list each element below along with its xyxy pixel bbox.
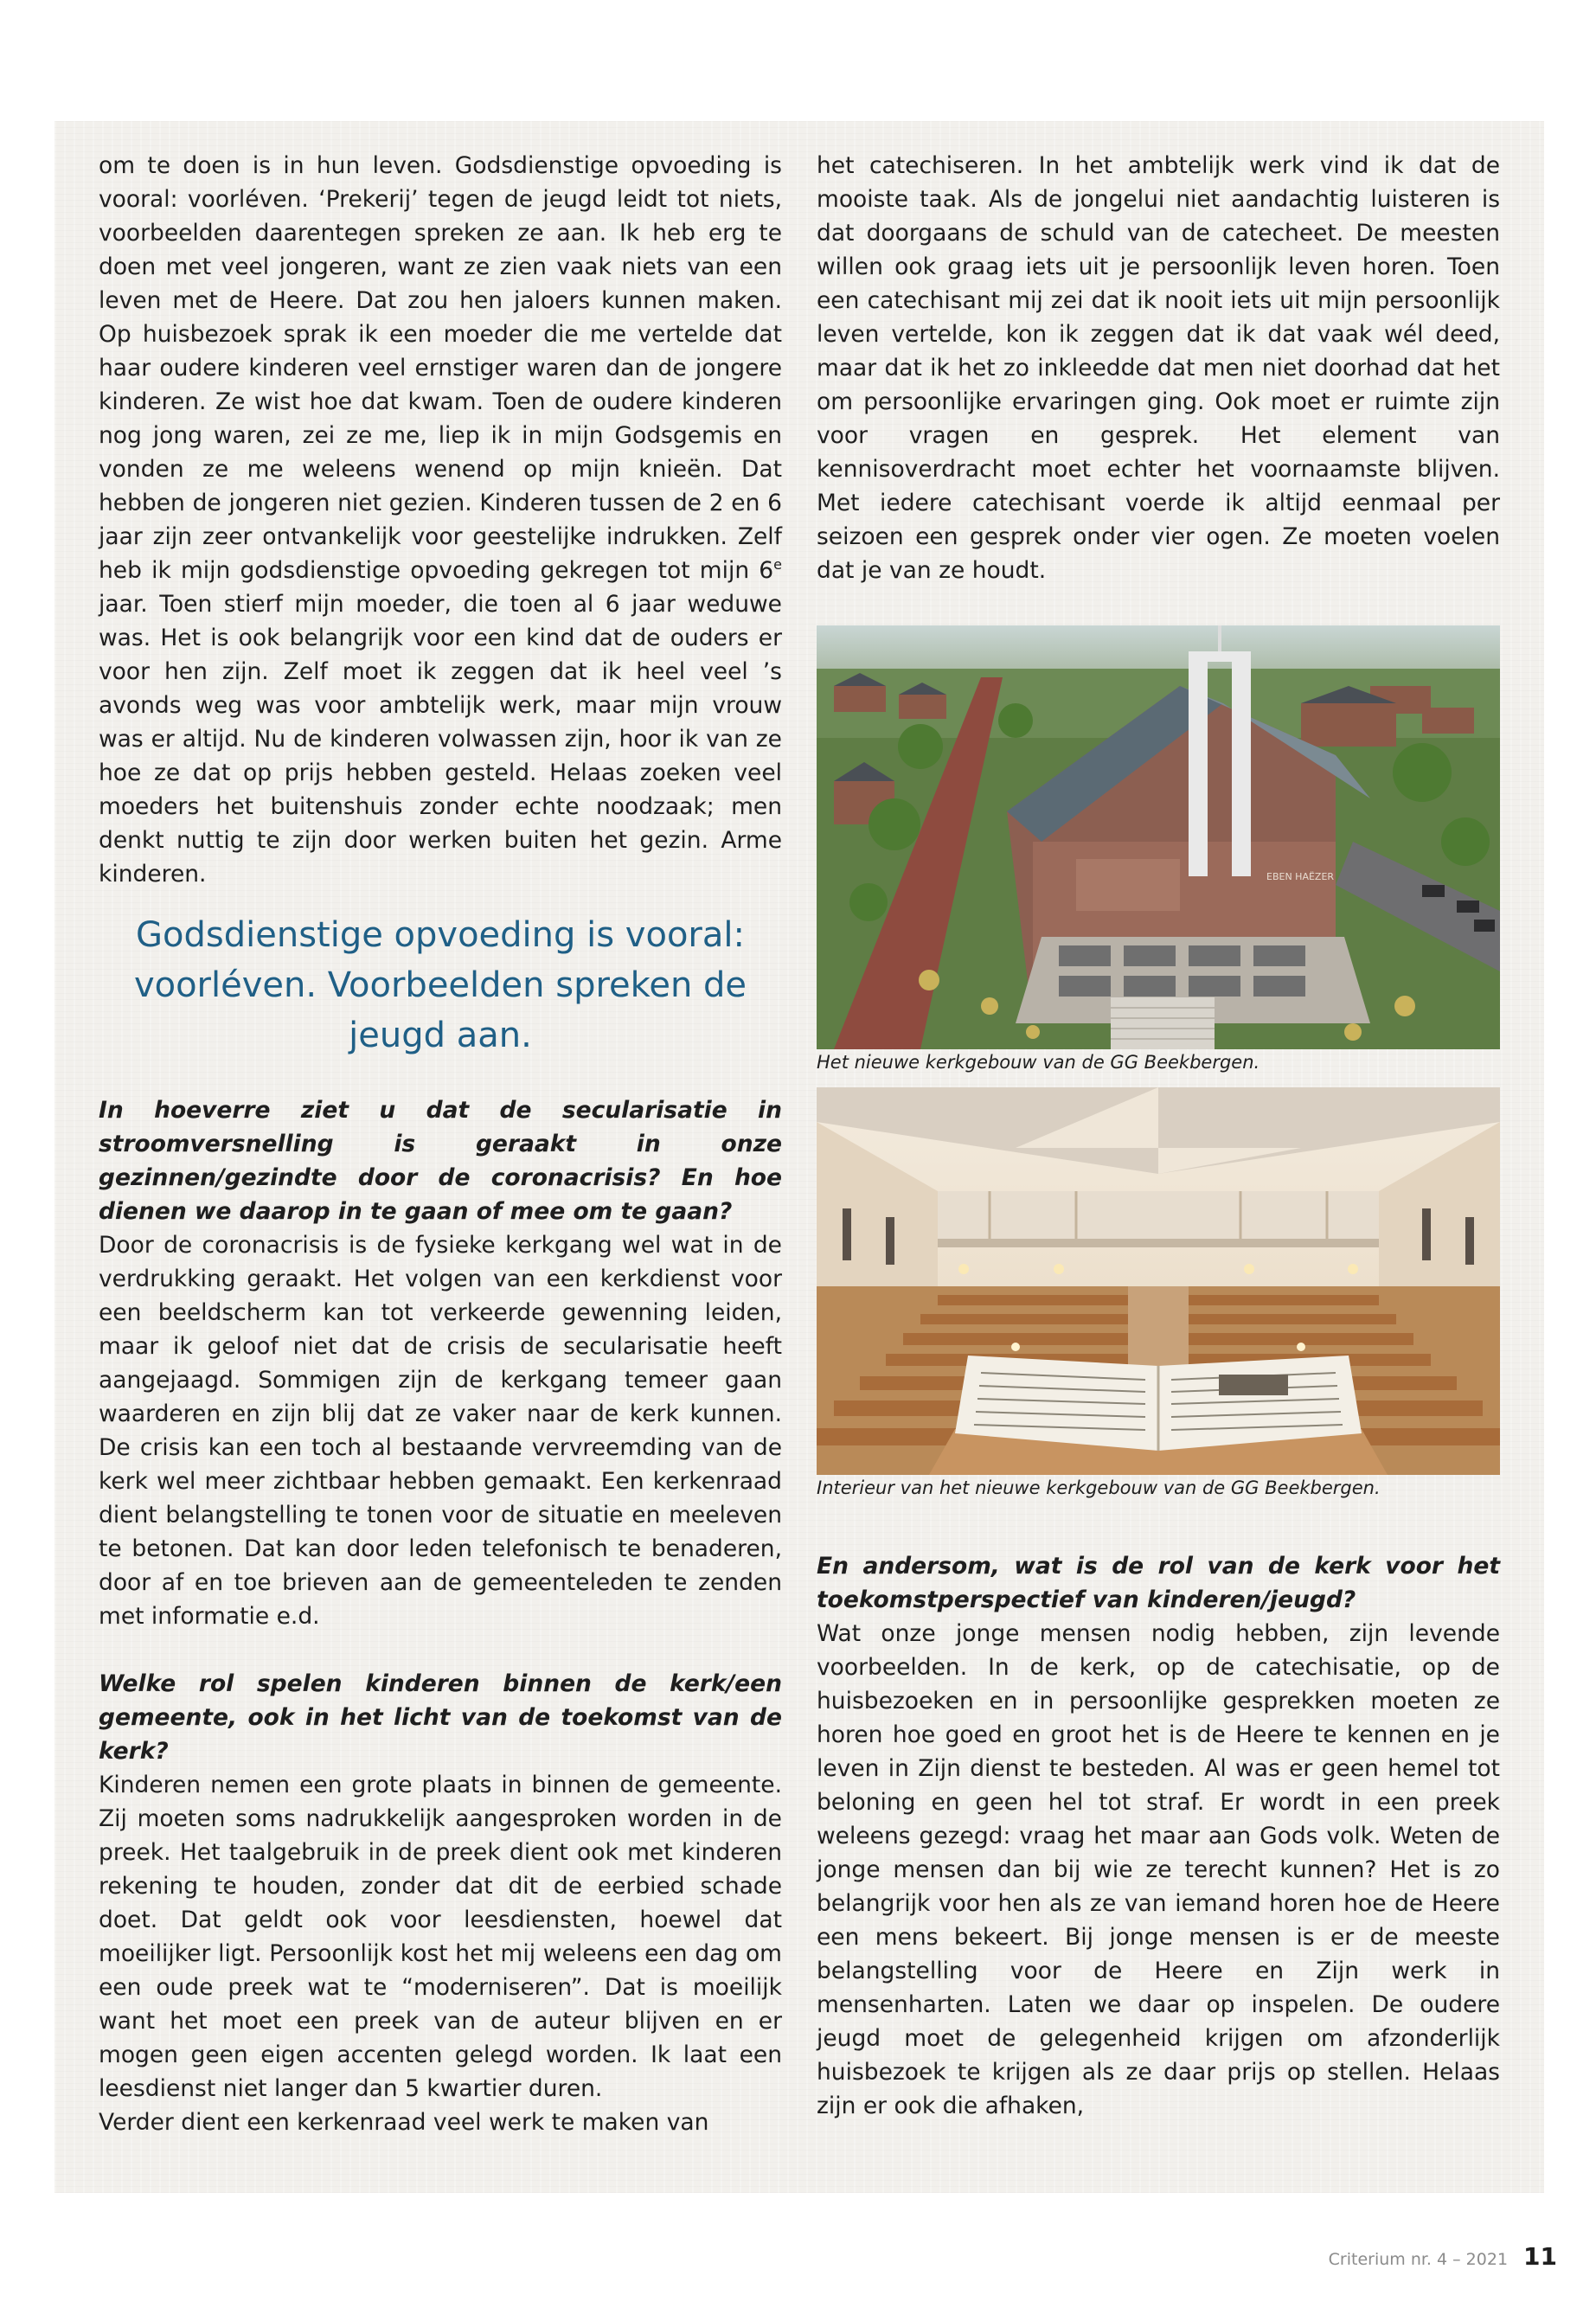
interview-answer: Verder dient een kerkenraad veel werk te maken van xyxy=(99,2109,709,2136)
right-column xyxy=(817,149,1500,2123)
church-interior-photo xyxy=(817,1087,1500,1475)
interview-answer: Door de coronacrisis is de fysieke kerkgang wel wat in de verdrukking geraakt. Het volgen van een kerkdienst voor een beeldscherm kan tot verkeerde gewenning leiden, maar ik geloof niet dat de crisis de secularisatie heeft aangejaagd. Sommigen zijn de kerkgang temeer gaan waarderen en zijn blij dat ze vaker naar de kerk kunnen. De crisis kan een toch al bestaande vervreemding van de kerk wel meer zichtbaar hebben gemaakt. Een kerkenraad dient belangstelling te tonen voor de situatie en meeleven te betonen. Dat kan door leden telefonisch te benaderen, door af en toe brieven aan de gemeenteleden te zenden met informatie e.d. xyxy=(99,1232,782,1630)
interview-question: In hoeverre ziet u dat de secularisatie in stroomversnelling is geraakt in onze gezinnen/gezindte door de coronacrisis? En hoe dienen we daarop in te gaan of mee om te gaan? xyxy=(99,1097,782,1225)
magazine-issue: Criterium nr. 4 – 2021 xyxy=(1328,2250,1509,2269)
body-paragraph: het catechiseren. In het ambtelijk werk vind ik dat de mooiste taak. Als de jongelui niet aandachtig luisteren is dat doorgaans de schuld van de catecheet. De meesten willen ook graag iets uit je persoonlijk leven horen. Toen een catechisant mij zei dat ik nooit iets uit mijn persoonlijk leven vertelde, kon ik zeggen dat ik dat vaak wél deed, maar dat ik het zo inkleedde dat men niet doorhad dat het om persoonlijke ervaringen ging. Ook moet er ruimte zijn voor vragen en gesprek. Het element van kennisoverdracht moet echter het voornaamste blijven. Met iedere catechisant voerde ik altijd eenmaal per seizoen een gesprek onder vier ogen. Ze moeten voelen dat je van ze houdt. xyxy=(817,152,1500,584)
photo-caption: Het nieuwe kerkgebouw van de GG Beekbergen. xyxy=(817,1052,1260,1073)
interview-answer: Kinderen nemen een grote plaats in binnen de gemeente. Zij moeten soms nadrukkelijk aangesproken worden in de preek. Het taalgebruik in de preek dient ook met kinderen rekening te houden, zonder dat dit de eerbied schade doet. Dat geldt ook voor leesdiensten, hoewel dat moeilijker ligt. Persoonlijk kost het mij weleens een dag om een oude preek wat te “moderniseren”. Dat is moeilijk want het moet een preek van de auteur blijven en er mogen geen eigen accenten gelegd worden. Ik laat een leesdienst niet langer dan 5 kwartier duren. xyxy=(99,1772,782,2102)
interview-question: Welke rol spelen kinderen binnen de kerk/een gemeente, ook in het licht van de toekomst van de kerk? xyxy=(99,1670,782,1765)
pull-quote: Godsdienstige opvoeding is vooral: voorléven. Voorbeelden spreken de jeugd aan. xyxy=(133,915,747,1055)
superscript: e xyxy=(773,556,782,574)
interview-question: En andersom, wat is de rol van de kerk voor het toekomstperspectief van kinderen/jeugd? xyxy=(817,1553,1500,1613)
body-paragraph: om te doen is in hun leven. Godsdienstige opvoeding is vooral: voorléven. ‘Prekerij’ tegen de jeugd leidt tot niets, voorbeelden daarentegen spreken ze aan. Ik heb erg te doen met veel jongeren, want ze zien vaak niets van een leven met de Heere. Dat zou hen jaloers kunnen maken. Op huisbezoek sprak ik een moeder die me vertelde dat haar oudere kinderen veel ernstiger waren dan de jongere kinderen. Ze wist hoe dat kwam. Toen de oudere kinderen nog jong waren, zei ze me, liep ik in mijn Godsgemis en vonden ze me weleens wenend op mijn knieën. Dat hebben de jongeren niet gezien. Kinderen tussen de 2 en 6 jaar zijn zeer ontvankelijk voor geestelijke indrukken. Zelf heb ik mijn godsdienstige opvoeding gekregen tot mijn 6e jaar. Toen stierf mijn moeder, die toen al 6 jaar weduwe was. Het is ook belangrijk voor een kind dat de ouders er voor hen zijn. Zelf moet ik zeggen dat ik heel veel ’s avonds weg was voor ambtelijk werk, maar mijn vrouw was er altijd. Nu de kinderen volwassen zijn, hoor ik van ze hoe ze dat op prijs hebben gesteld. Helaas zoeken veel moeders het buitenshuis zonder echte noodzaak; men denkt nuttig te zijn door werken buiten het gezin. Arme kinderen. xyxy=(99,152,782,888)
church-sign: EBEN HAËZER xyxy=(1266,871,1335,882)
page-footer xyxy=(1315,2242,1557,2277)
photo-caption: Interieur van het nieuwe kerkgebouw van de GG Beekbergen. xyxy=(817,1477,1381,1498)
interview-answer: Wat onze jonge mensen nodig hebben, zijn levende voorbeelden. In de kerk, op de catechisatie, op de huisbezoeken en in persoonlijke gesprekken moeten ze horen hoe goed en groot het is de Heere te kennen en je leven in Zijn dienst te besteden. Al was er geen hemel tot beloning en geen hel tot straf. Er wordt in een preek weleens gezegd: vraag het maar aan Gods volk. Weten de jonge mensen dan bij wie ze terecht kunnen? Het is zo belangrijk voor hen als ze van iemand horen hoe de Heere een mens bekeert. Bij jonge mensen is er de meeste belangstelling voor de Heere en Zijn werk in mensenharten. Laten we daar op inspelen. De oudere jeugd moet de gelegenheid krijgen om afzonderlijk huisbezoek te krijgen als ze daar prijs op stellen. Helaas zijn er ook die afhaken, xyxy=(817,1620,1500,2119)
page-number: 11 xyxy=(1523,2242,1557,2271)
left-column xyxy=(99,149,782,2139)
church-exterior-photo xyxy=(817,625,1500,1049)
